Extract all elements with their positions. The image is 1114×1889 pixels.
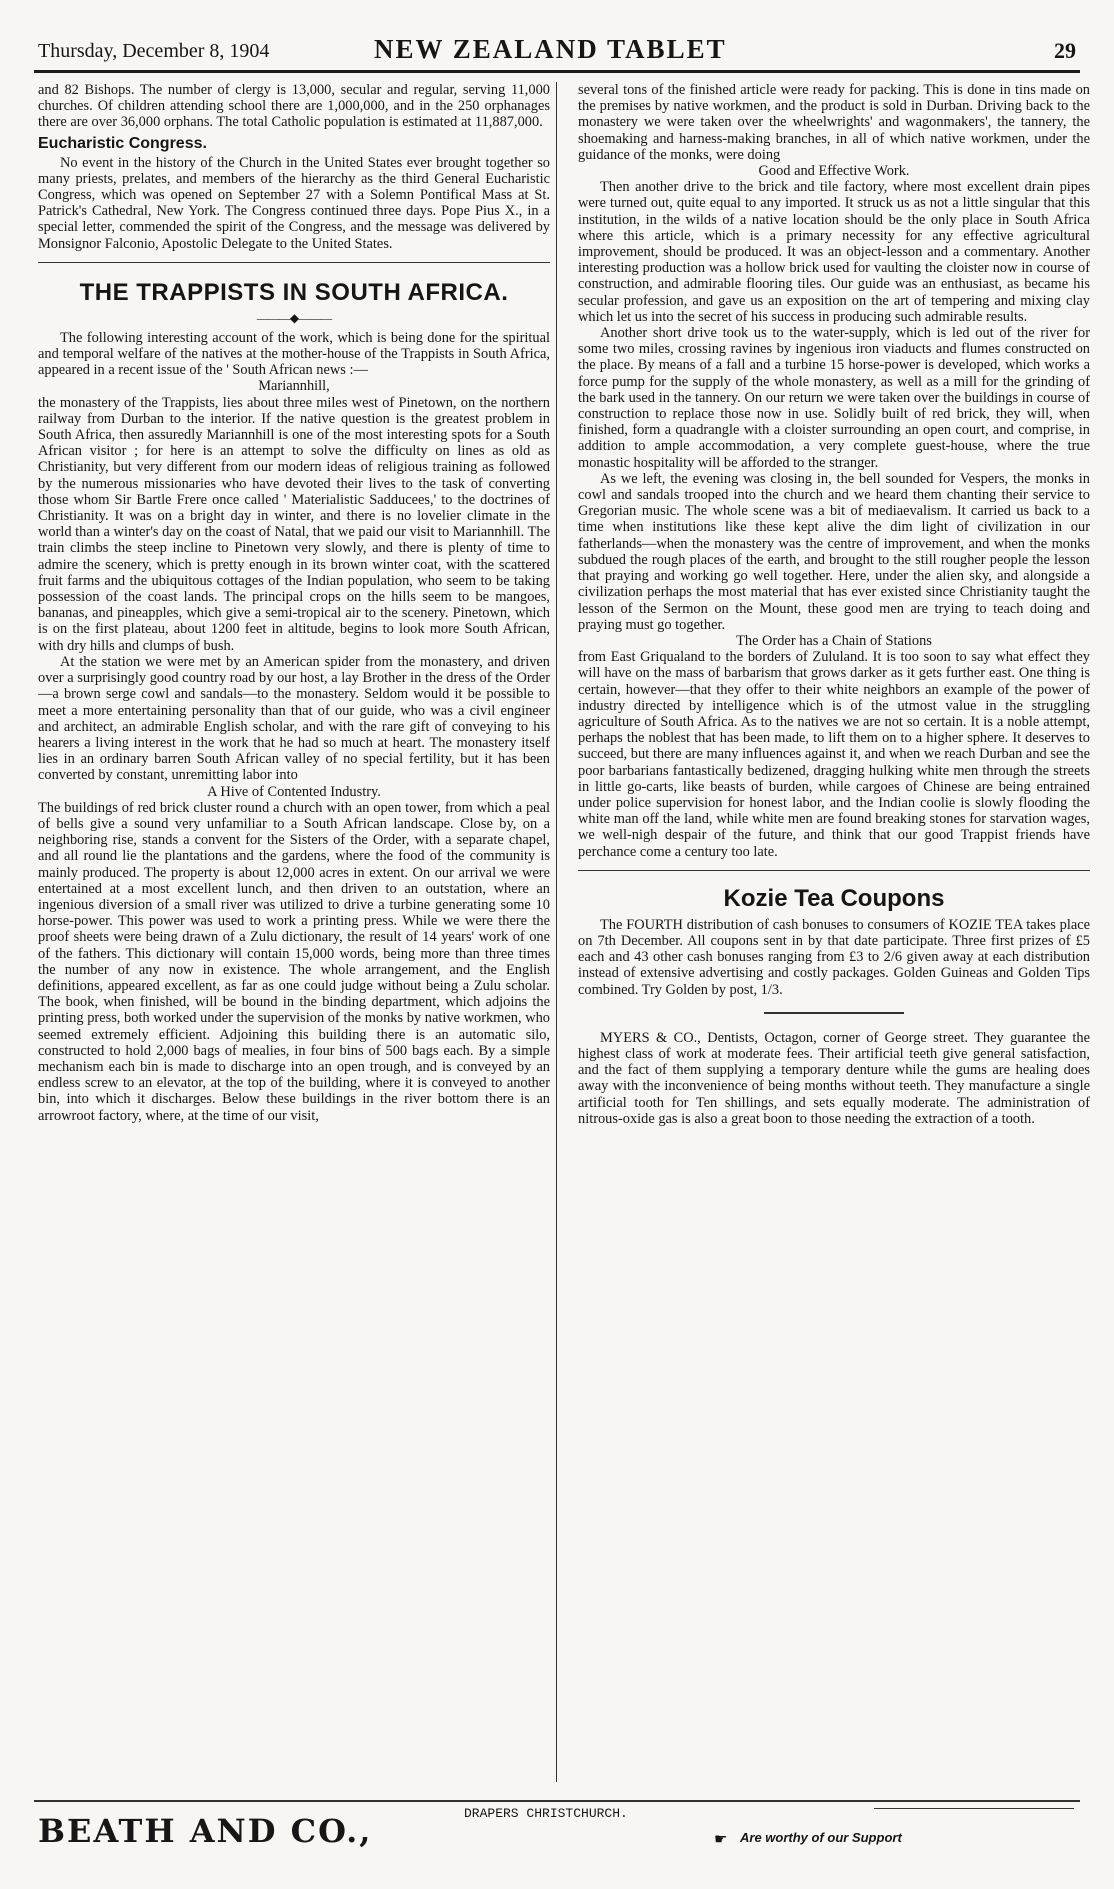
paragraph: The following interesting account of the work, which is being done for the spiritual and temporal welfare of the natives at the mother-house of the Trappists in South Africa, appeared in a recent issue of the ' South African news :— [38, 329, 550, 379]
divider [874, 1808, 1074, 1809]
article-headline: THE TRAPPISTS IN SOUTH AFRICA. [79, 278, 509, 306]
issue-date: Thursday, December 8, 1904 [38, 40, 270, 62]
paragraph: As we left, the evening was closing in, the bell sounded for Vespers, the monks in cowl and sandals trooped into the church and we heard them chanting their service to Gregorian music. The whole scene was a bit of mediaevalism. It carried us back to a time when institutions like these kept alive the dim light of civilization in our fatherlands—when the monastery was the centre of improvement, and when the monks subdued the rough places of the earth, and brought to the still rougher people the lesson that praying and working go well together. Here, under the alien sky, and alongside a civilization perhaps the most material that has ever existed since Christianity taught the lesson of the Sermon on the Mount, these good men are trying to teach doing and praying must go together. [578, 470, 1090, 633]
divider [578, 870, 1090, 871]
column-divider [556, 82, 557, 1782]
left-column [38, 82, 550, 1782]
section-heading: Eucharistic Congress. [38, 134, 207, 152]
paragraph: from East Griqualand to the borders of Zululand. It is too soon to say what effect they will have on the mass of barbarism that grows darker as it gets further east. One thing is certain, however—that they offer to their white neighbors an example of the power of industry directed by intelligence which is of the utmost value in the struggling agriculture of South Africa. As to the natives we are not so certain. It is a noble attempt, perhaps the noblest that has been made, to lift them on to a higher sphere. It deserves to succeed, but there are many influences against it, and when we reach Durban and see the poor barbarians fantastically bedizened, dragging hulking white men through the streets in little go-carts, like beasts of burden, while cargoes of Chinese are being entrained under police supervision for honest labor, and the Indian coolie is slowly flooding the white man off the land, while white men are found breaking stones for starvation wages, we well-nigh despair of the future, and think that our good Trappist friends have perchance come a century too late. [578, 649, 1090, 860]
divider [764, 1012, 904, 1014]
paragraph: several tons of the finished article were ready for packing. This is done in tins made on the premises by native workmen, and the product is sold in Durban. Driving back to the monastery we were taken over the wheelwrights' and wagonmakers', the tannery, the shoemaking and harness-making branches, in all of which native workmen, under the guidance of the monks, were doing [578, 82, 1090, 163]
paragraph: the monastery of the Trappists, lies about three miles west of Pinetown, on the northern railway from Durban to the interior. If the native question is the greatest problem in South Africa, then assuredly Mariannhill is one of the most interesting spots for a South African visitor ; for here is an attempt to solve the difficulty on lines as old as Christianity, but very different from our modern ideas of religious training as followed by the numerous missionaries who have devoted their lives to the task of converting those whom Sir Bartle Frere once called ' Materialistic Sadducees,' to the doctrines of Christianity. It was on a bright day in winter, and there is no lovelier climate in the world than a winter's day on the coast of Natal, that we paid our visit to Mariannhill. The train climbs the steep incline to Pinetown very slowly, and there is plenty of time to admire the scenery, which is pretty enough in its brown winter coat, with the scattered fruit farms and the ubiquitous cottages of the Indian population, who seem to be taking possession of the coast lands. The principal crops on the hills seem to be mangoes, bananas, and pineapples, which give a semi-tropical air to the scenery. Pinetown, which is on the first plateau, about 1200 feet in altitude, begins to look more South African, with dry hills and clumps of bush. [38, 394, 550, 654]
masthead [34, 28, 1080, 73]
paragraph: The buildings of red brick cluster round a church with an open tower, from which a peal of bells give a sound very unfamiliar to a South African landscape. Close by, on a neighboring rise, stands a convent for the Sisters of the Order, with a separate chapel, and all round lie the plantations and the gardens, where the food of the community is mainly produced. The property is about 12,000 acres in extent. On our arrival we were entertained at a most excellent lunch, and then driven to an outstation, where an ingenious diversion of a small river was utilized to drive a turbine generating some 10 horse-power. This power was used to work a printing press. While we were there the proof sheets were being drawn of a Zulu dictionary, the result of 14 years' work of one of the fathers. This dictionary will contain 15,000 words, being more than three times the number of any now in existence. The whole arrangement, and the English definitions, appeared excellent, as far as one could judge without being a Zulu scholar. The book, when finished, will be bound in the binding department, which adjoins the printing press, both worked under the supervision of the monks by native workmen, who seemed extremely efficient. Adjoining this building there is an automatic silo, constructed to hold 2,000 bags of mealies, in four bins of 500 bags each. By a simple mechanism each bin is made to discharge into an open trough, and is conveyed by an endless screw to an elevator, at the top of the building, where it is conveyed to another bin, into which it discharges. Below these buildings in the river bottom there is an arrowroot factory, where, at the time of our visit, [38, 799, 550, 1124]
firm-name: BEATH AND CO., [38, 1812, 373, 1850]
subheading: Mariannhill, [258, 378, 330, 395]
paragraph: Another short drive took us to the water-supply, which is led out of the river for some two miles, crossing ravines by ingenious iron viaducts and flumes constructed on the place. By means of a fall and a turbine 15 horse-power is developed, which works a force pump for the supply of the whole monastery, as well as a mill for the grinding of the bark used in the tannery. On our return we were taken over the buildings in course of construction to replace those now in use. Solidly built of red brick, they will, when finished, form a quadrangle with a cloister surrounding an open court, and comprise, in addition to ample accommodation, a very complete guest-house, where the true monastic hospitality will be afforded to the stranger. [578, 325, 1090, 471]
paragraph: Then another drive to the brick and tile factory, where most excellent drain pipes were turned out, quite equal to any imported. It struck us as not a little singular that this institution, in the wilds of a native location should be the only place in South Africa where this article, which is a primary necessity for any effective agricultural improvement, should be produced. It was an object-lesson and a commentary. Another interesting production was a hollow brick used for vaulting the cloister now in course of construction, and admirable flooring tiles. Our guide was an enthusiast, as became his secular profession, and gave us an exposition on the art of tempering and mixing clay which let us into the secret of his success in producing such admirable results. [578, 179, 1090, 325]
divider [38, 262, 550, 263]
support-slogan: Are worthy of our Support [740, 1830, 902, 1845]
footer-advert [34, 1800, 1080, 1852]
page-number: 29 [1054, 38, 1076, 63]
newspaper-title: NEW ZEALAND TABLET [374, 34, 727, 64]
right-column [578, 82, 1090, 1782]
subheading: Good and Effective Work. [758, 163, 910, 180]
paragraph: and 82 Bishops. The number of clergy is 13,000, secular and regular, serving 11,000 churches. Of children attending school there are 1,000,000, and in the 250 orphanages there are over 36,000 orphans. The total Catholic population is estimated at 11,887,000. [38, 82, 550, 131]
advert-text: MYERS & CO., Dentists, Octagon, corner of George street. They guarantee the highest class of work at moderate fees. Their artificial teeth give general satisfaction, and the fact of them supplying a temporary denture while the gums are healing does away with the inconvenience of being months without teeth. They manufacture a single artificial tooth for Ten shillings, and sets equally moderate. The administration of nitrous-oxide gas is also a great boon to those needing the extraction of a tooth. [578, 1029, 1090, 1127]
ornament-divider: ———◆——— [256, 310, 332, 325]
advert-headline: Kozie Tea Coupons [723, 884, 945, 912]
pointing-hand-icon: ☛ [714, 1832, 728, 1848]
firm-trade: DRAPERS CHRISTCHURCH. [464, 1806, 628, 1821]
subheading: A Hive of Contented Industry. [207, 783, 381, 800]
paragraph: At the station we were met by an American spider from the monastery, and driven over a surprisingly good country road by our host, a lay Brother in the dress of the Order—a brown serge cowl and sandals—to the monastery. Seldom would it be possible to meet a more entertaining personality than that of our guide, who was a civil engineer and architect, an admirable English scholar, and with the rare gift of conveying to his hearers a living interest in the work that he had so much at heart. The monastery itself lies in an ordinary barren South African valley of no special fertility, but it has been converted by constant, unremitting labor into [38, 653, 550, 784]
advert-text: The FOURTH distribution of cash bonuses to consumers of KOZIE TEA takes place on 7th December. All coupons sent in by that date participate. Three first prizes of £5 each and 43 other cash bonuses ranging from £3 to 2/6 given away at each distribution instead of extensive advertising and costly packages. Golden Guineas and Golden Tips combined. Try Golden by post, 1/3. [578, 916, 1090, 998]
paragraph: No event in the history of the Church in the United States ever brought together so many priests, prelates, and members of the hierarchy as the third General Eucharistic Congress, which was opened on September 27 with a Solemn Pontifical Mass at St. Patrick's Cathedral, New York. The Congress continued three days. Pope Pius X., in a special letter, commended the spirit of the Congress, and the message was delivered by Monsignor Falconio, Apostolic Delegate to the United States. [38, 154, 550, 252]
subheading: The Order has a Chain of Stations [736, 632, 932, 649]
